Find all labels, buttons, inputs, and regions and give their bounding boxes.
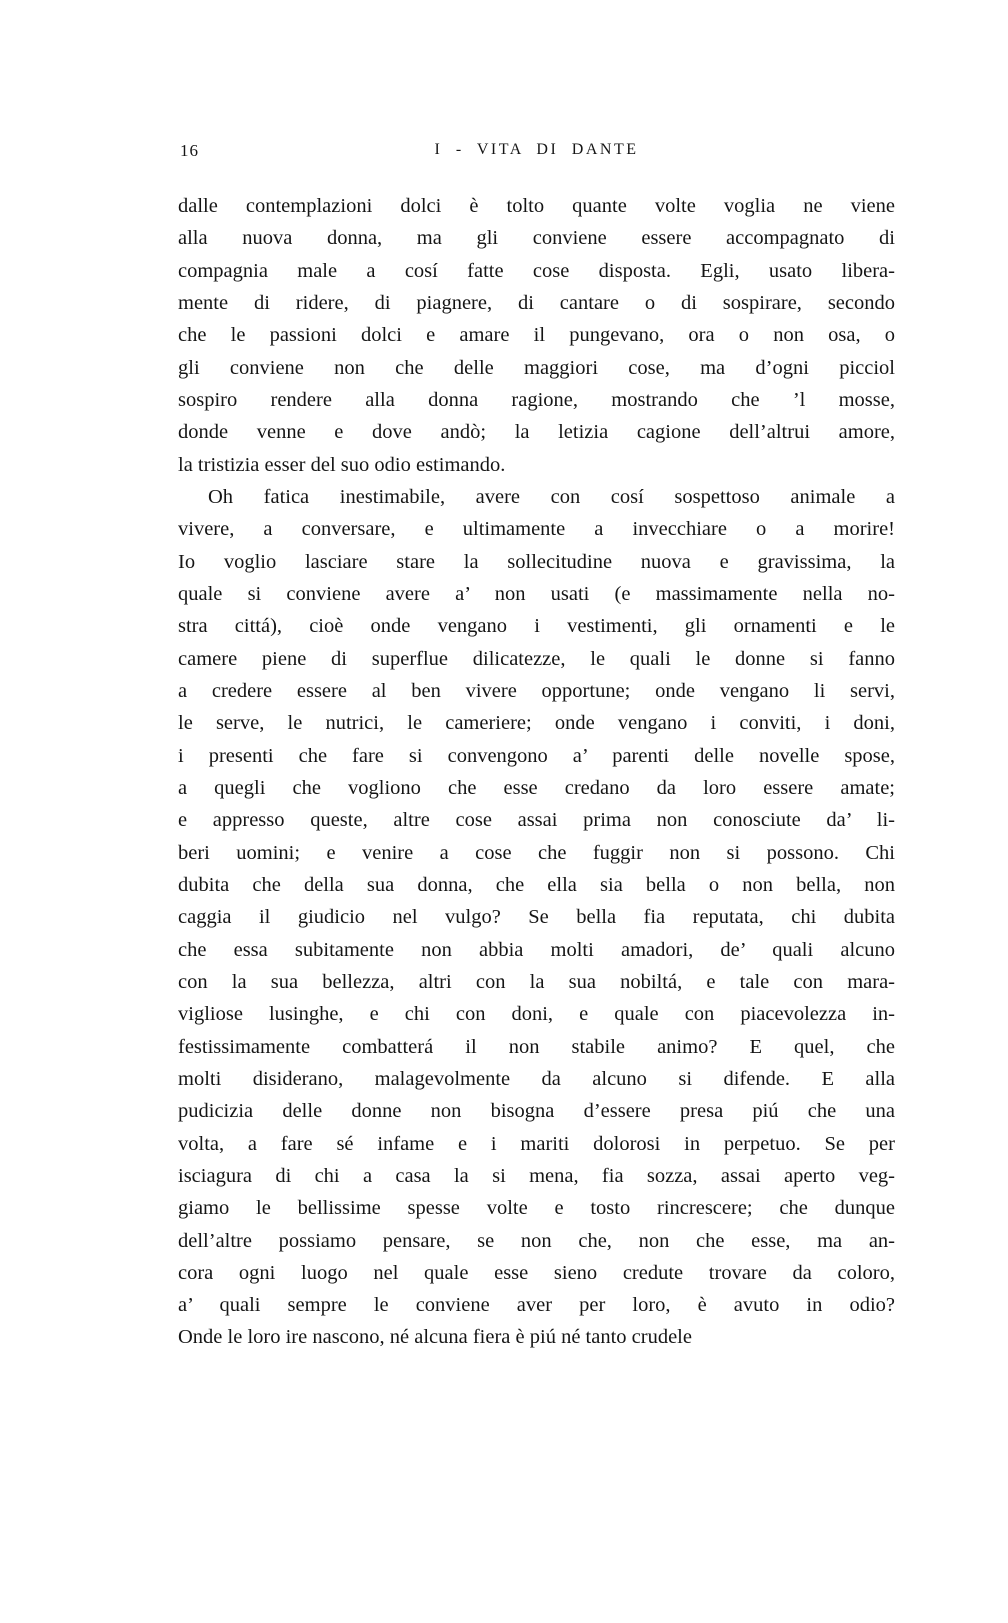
text-line: vigliose lusinghe, e chi con doni, e quale con piacevolezza in- [178,1003,895,1026]
text-line: a’ quali sempre le conviene aver per loro, è avuto in odio? [178,1294,895,1317]
text-line: alla nuova donna, ma gli conviene essere accompagnato di [178,227,895,250]
text-line: Io voglio lasciare stare la sollecitudine nuova e gravissima, la [178,550,895,573]
text-line: Onde le loro ire nascono, né alcuna fiera è piú né tanto crudele [178,1326,692,1349]
page-number: 16 [180,141,199,160]
text-line: festissimamente combatterá il non stabile animo? E quel, che [178,1035,895,1058]
text-line: dubita che della sua donna, che ella sia bella o non bella, non [178,873,895,896]
text-line: caggia il giudicio nel vulgo? Se bella fia reputata, chi dubita [178,906,895,929]
text-line: a credere essere al ben vivere opportune; onde vengano li servi, [178,679,895,702]
text-line: vivere, a conversare, e ultimamente a invecchiare o a morire! [178,518,895,541]
text-line: dell’altre possiamo pensare, se non che, non che esse, ma an- [178,1229,895,1252]
text-line: volta, a fare sé infame e i mariti dolorosi in perpetuo. Se per [178,1132,895,1155]
text-line: camere piene di superflue dilicatezze, le quali le donne si fanno [178,647,895,670]
text-line: Oh fatica inestimabile, avere con cosí sospettoso animale a [208,485,895,508]
text-line: sospiro rendere alla donna ragione, mostrando che ’l mosse, [178,388,895,411]
text-line: con la sua bellezza, altri con la sua nobiltá, e tale con mara- [178,970,895,993]
text-block [178,190,895,1354]
text-line: i presenti che fare si convengono a’ parenti delle novelle spose, [178,744,895,767]
text-line: a quegli che vogliono che esse credano da loro essere amate; [178,776,895,799]
text-line: quale si conviene avere a’ non usati (e massimamente nella no- [178,582,895,605]
text-line: la tristizia esser del suo odio estimando. [178,453,506,476]
text-line: molti disiderano, malagevolmente da alcuno si difende. E alla [178,1067,895,1090]
text-line: le serve, le nutrici, le cameriere; onde vengano i conviti, i doni, [178,712,895,735]
text-line: dalle contemplazioni dolci è tolto quante volte voglia ne viene [178,195,895,217]
text-line: compagnia male a cosí fatte cose disposta. Egli, usato libera- [178,259,895,282]
text-line: giamo le bellissime spesse volte e tosto rincrescere; che dunque [178,1197,895,1220]
text-line: isciagura di chi a casa la si mena, fia sozza, assai aperto veg- [178,1164,895,1187]
running-header: I - VITA DI DANTE [434,141,639,158]
paragraph [178,481,895,1354]
page-header [178,141,895,165]
text-line: e appresso queste, altre cose assai prima non conosciute da’ li- [178,809,895,832]
text-line: mente di ridere, di piagnere, di cantare o di sospirare, secondo [178,291,895,314]
text-line: beri uomini; e venire a cose che fuggir non si possono. Chi [178,841,895,864]
text-line: stra cittá), cioè onde vengano i vestimenti, gli ornamenti e le [178,615,895,638]
text-line: pudicizia delle donne non bisogna d’essere presa piú che una [178,1100,895,1123]
paragraph [178,190,895,481]
text-line: cora ogni luogo nel quale esse sieno credute trovare da coloro, [178,1261,895,1284]
text-line: che le passioni dolci e amare il pungevano, ora o non osa, o [178,324,895,347]
text-line: che essa subitamente non abbia molti amadori, de’ quali alcuno [178,938,895,961]
text-line: gli conviene non che delle maggiori cose, ma d’ogni picciol [178,356,895,379]
text-line: donde venne e dove andò; la letizia cagione dell’altrui amore, [178,421,895,444]
